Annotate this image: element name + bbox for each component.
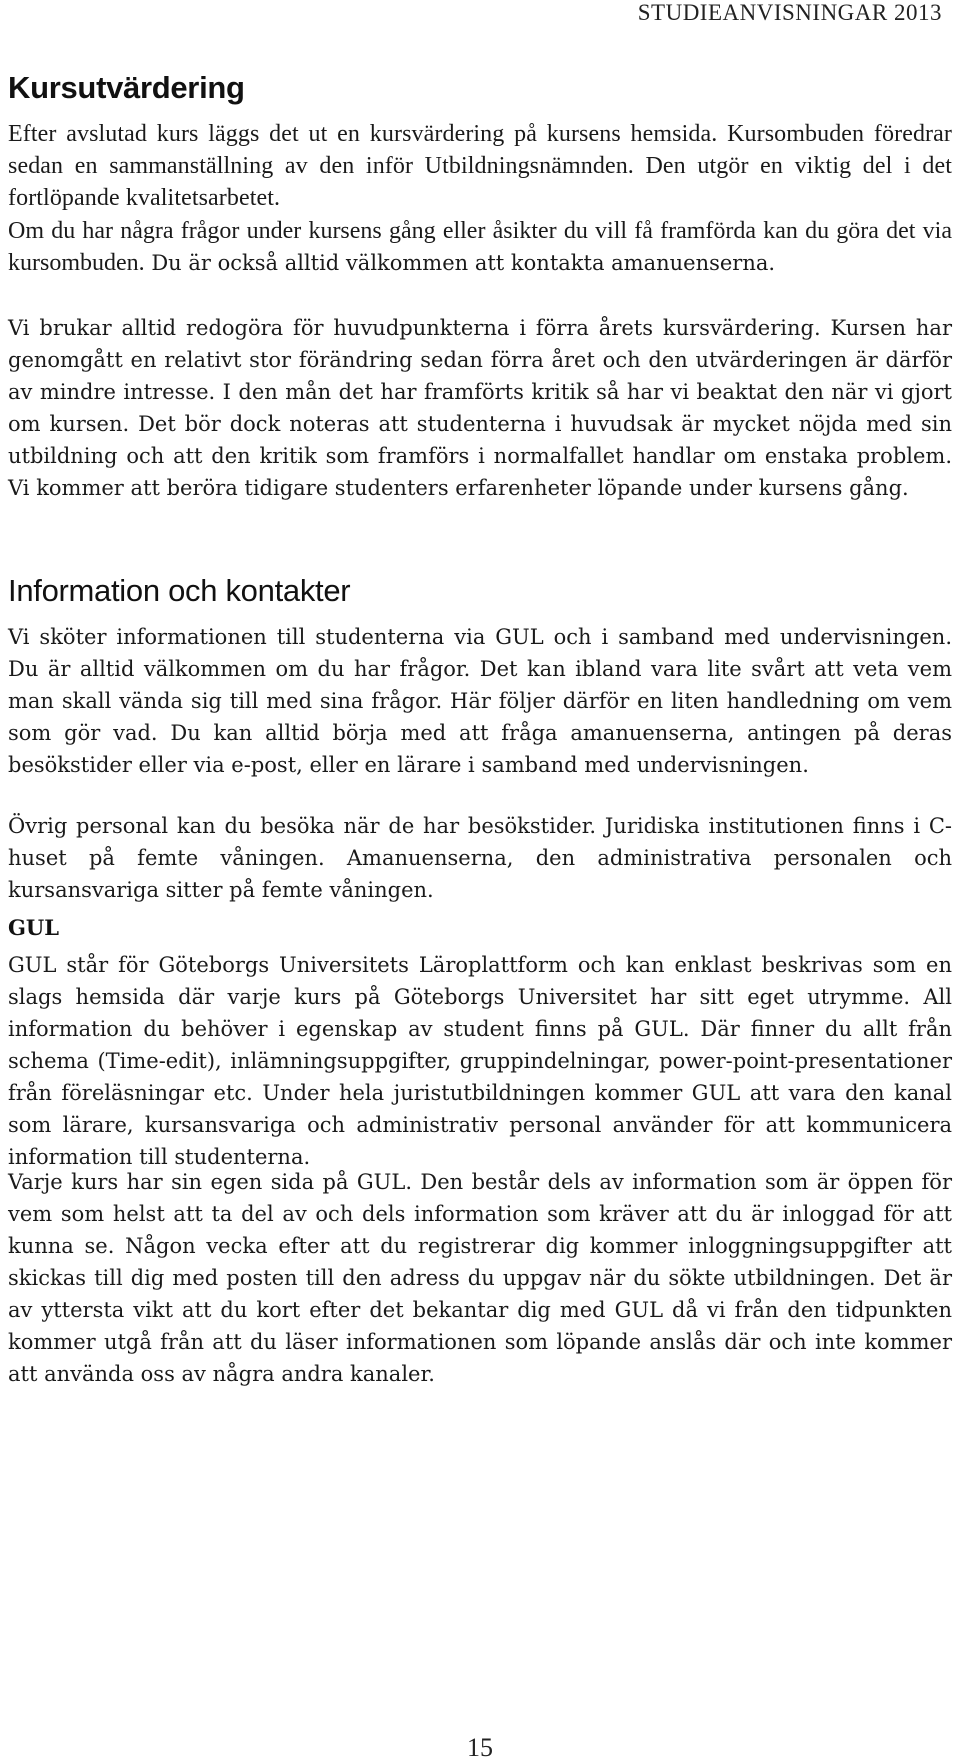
gul-paragraph-2: Varje kurs har sin egen sida på GUL. Den består dels av information som är öppen för vem som helst att ta del av och dels information som kräver att du är inloggad för att kunna se. Någon vecka efter att du registrerar dig kommer inloggningsuppgifter att skickas till dig med posten till den adress du uppgav när du sökte utbildningen. Det är av yttersta vikt att du kort efter det bekantar dig med GUL då vi från den tidpunkten kommer utgå från att du läser informationen som löpande anslås där och inte kommer att använda oss av några andra kanaler. xyxy=(8,1170,952,1386)
page-number: 15 xyxy=(467,1733,493,1762)
information-paragraph-1: Vi sköter informationen till studenterna via GUL och i samband med undervisningen. Du är alltid välkommen om du har frågor. Det kan ibland vara lite svårt att veta vem man skall vända sig till med sina frågor. Här följer därför en liten handledning om vem som gör vad. Du kan alltid börja med att fråga amanuenserna, antingen på deras besökstider eller via e-post, eller en lärare i samband med undervisningen. xyxy=(8,625,952,777)
section-title-kursutvardering: Kursutvärdering xyxy=(8,70,245,105)
running-header: STUDIEANVISNINGAR 2013 xyxy=(637,0,942,25)
section-title-gul: GUL xyxy=(8,915,60,940)
kursutvardering-paragraph-1: Efter avslutad kurs läggs det ut en kursvärdering på kursens hemsida. Kursombuden föredrar sedan en sammanställning av den inför Utbildningsnämnden. Den utgör en viktig del i det fortlöpande kvalitetsarbetet. xyxy=(8,121,952,211)
section-title-information: Information och kontakter xyxy=(8,573,351,608)
gul-paragraph-1: GUL står för Göteborgs Universitets Läroplattform och kan enklast beskrivas som en slags hemsida där varje kurs på Göteborgs Universitet har sitt eget utrymme. All information du behöver i egenskap av student finns på GUL. Där finner du allt från schema (Time-edit), inlämningsuppgifter, gruppindelningar, power-point-presentationer från föreläsningar etc. Under hela juristutbildningen kommer GUL att vara den kanal som lärare, kursansvariga och administrativ personal använder för att kommunicera information till studenterna. xyxy=(8,953,952,1169)
kursutvardering-paragraph-2: Om du har några frågor under kursens gång eller åsikter du vill få framförda kan du göra det via kursombuden. Du är också alltid välkommen att kontakta amanuenserna. xyxy=(8,218,952,276)
kursutvardering-paragraph-3: Vi brukar alltid redogöra för huvudpunkterna i förra årets kursvärdering. Kursen har genomgått en relativt stor förändring sedan förra året och den utvärderingen är därför av mindre intresse. I den mån det har framförts kritik så har vi beaktat den när vi gjort om kursen. Det bör dock noteras att studenterna i huvudsak är mycket nöjda med sin utbildning och att den kritik som framförs i normalfallet handlar om enstaka problem. Vi kommer att beröra tidigare studenters erfarenheter löpande under kursens gång. xyxy=(8,316,952,500)
information-paragraph-2: Övrig personal kan du besöka när de har besökstider. Juridiska institutionen finns i C-huset på femte våningen. Amanuenserna, den administrativa personalen och kursansvariga sitter på femte våningen. xyxy=(8,814,952,902)
